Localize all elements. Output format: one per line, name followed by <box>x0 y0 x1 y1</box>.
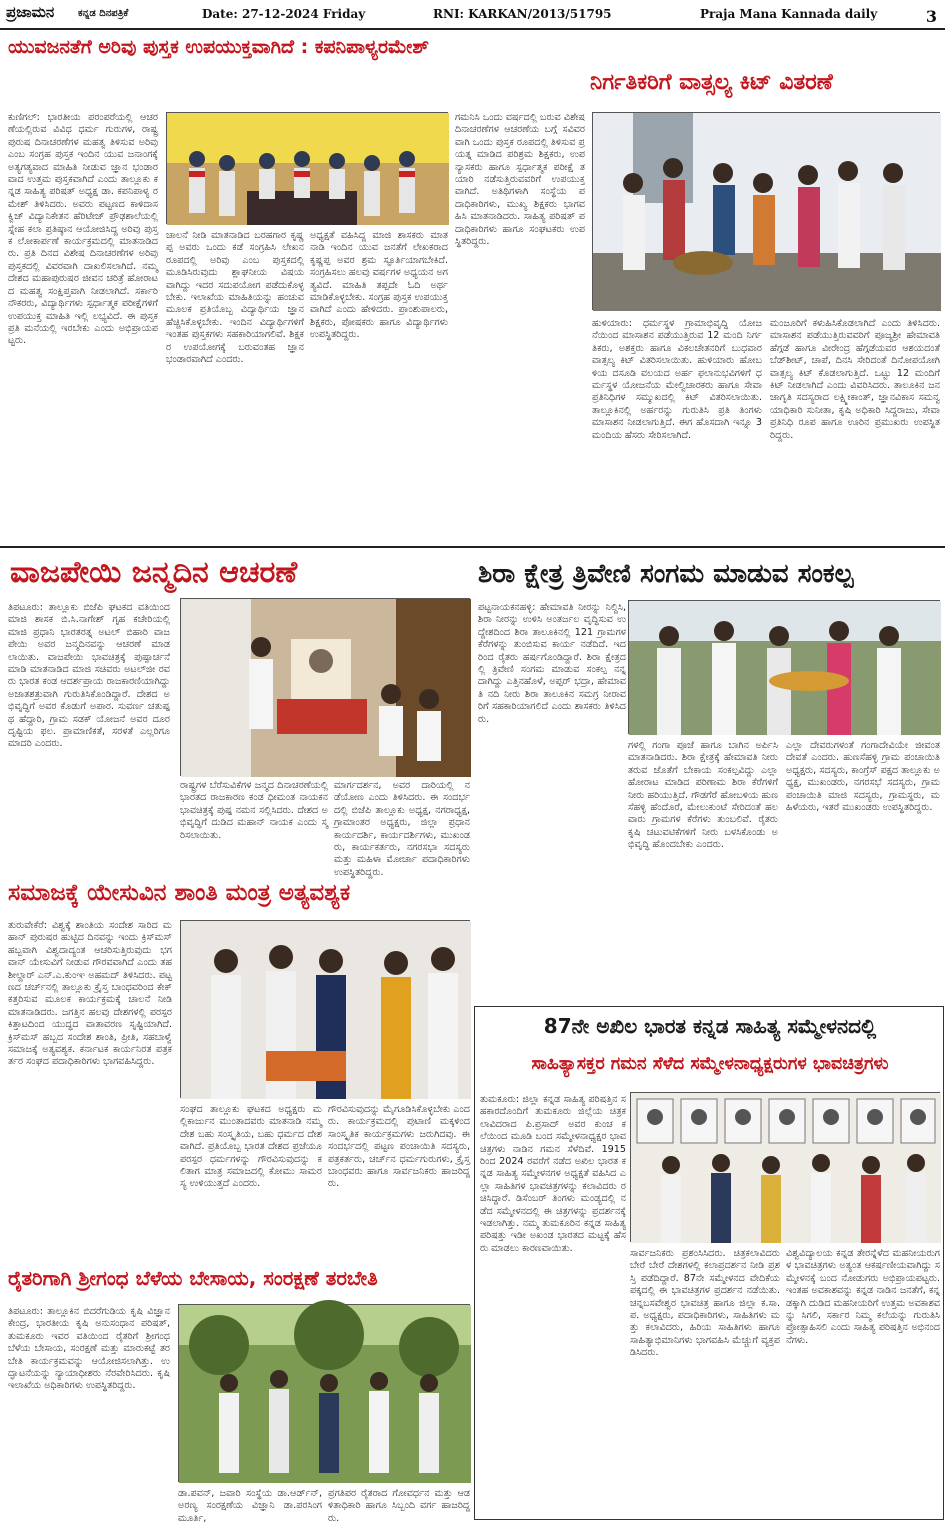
photo-portrait-graphic <box>631 1093 941 1243</box>
article-kit-col1: ಹುಳಿಯಾರು: ಧರ್ಮಸ್ಥಳ ಗ್ರಾಮಾಭಿವೃದ್ಧಿ ಯೋಜನೆಯಿಂದ ಮಾಸಾಶನ ಪಡೆಯುತ್ತಿರುವ 12 ಮಂದಿ ನಿರ್ಗತಿಕರು, ಅಶಕ್ತರು ಹಾಗೂ ವಿಕಲಚೇತನರಿಗೆ ಬುಧವಾರ ವಾತ್ಸಲ್ಯ ಕಿಟ್ ವಿತರಿಸಲಾಯಿತು. ಹುಳಿಯಾರು ಹೋಬಳಿಯ ದಸೂಡಿ ವಲಯದ ಅರ್ಹ ಫಲಾನುಭವಿಗಳಿಗೆ ಧರ್ಮಸ್ಥಳ ಯೋಜನೆಯ ಮೇಲ್ವಿಚಾರಕರು ಹಾಗೂ ಸೇವಾ ಪ್ರತಿನಿಧಿಗಳ ಸಮ್ಮುಖದಲ್ಲಿ ಕಿಟ್ ವಿತರಿಸಲಾಯಿತು. ತಾಲ್ಲೂಕಿನಲ್ಲಿ ಅರ್ಹರನ್ನು ಗುರುತಿಸಿ ಪ್ರತಿ ತಿಂಗಳು ಮಾಸಾಶನ ನೀಡಲಾಗುತ್ತಿದೆ. ಈಗ ಹೊಸದಾಗಿ ಇನ್ನೂ 3 ಮಂದಿಯ ಹೆಸರು ಸೇರಿಸಲಾಗಿದೆ. <box>592 318 762 441</box>
article-books-col4: ಗಮನಿಸಿ ಒಂದು ವರ್ಷದಲ್ಲಿ ಬರುವ ವಿಶೇಷ ದಿನಾಚರಣೆಗಳ ಆಚರಣೆಯ ಬಗ್ಗೆ ಸವಿವರವಾಗಿ ಒಂದು ಪುಸ್ತಕ ರೂಪದಲ್ಲಿ ತಿಳಿಸುವ ಪ್ರಯತ್ನ ಮಾಡಿದ ಪರಿಶ್ರಮ ಶಿಕ್ಷಕರು, ಉಪನ್ಯಾಸಕರು ಹಾಗೂ ಸ್ಪರ್ಧಾತ್ಮಕ ಪರೀಕ್ಷೆ ತಯಾರಿ ನಡೆಸುತ್ತಿರುವವರಿಗೆ ಉಪಯುಕ್ತವಾಗಿದೆ. ಅತಿಥಿಗಳಾಗಿ ಸಂಸ್ಥೆಯ ಪದಾಧಿಕಾರಿಗಳು, ಮುಖ್ಯ ಶಿಕ್ಷಕರು ಭಾಗವಹಿಸಿ ಮಾತನಾಡಿದರು. ಸಾಹಿತ್ಯ ಪರಿಷತ್ ಪದಾಧಿಕಾರಿಗಳು ಹಾಗೂ ಸಂಘಟಕರು ಉಪಸ್ಥಿತರಿದ್ದರು. <box>455 112 586 248</box>
article-sandalwood-col3: ಪ್ರಗತಿಪರ ರೈತರಾದ ಗೋವರ್ಧನ ಮತ್ತು ಆಡಳಿತಾಧಿಕಾರಿ ಹಾಗೂ ಸಿಬ್ಬಂದಿ ವರ್ಗ ಹಾಜರಿದ್ದರು. <box>328 1488 470 1524</box>
article-jesus-col2: ಸಂಘದ ತಾಲ್ಲೂಕು ಘಟಕದ ಅಧ್ಯಕ್ಷರು ಮಲ್ಲಿಕಾರ್ಜುನ ಮುಂತಾದವರು ಮಾತನಾಡಿ ನಮ್ಮ ದೇಶ ಬಹು ಸಂಸ್ಕೃತಿಯ, ಬಹು ಧರ್ಮದ ದೇಶವಾಗಿದೆ. ಪ್ರತಿಯೊಬ್ಬ ಭಾರತ ದೇಶದ ಪ್ರಜೆಯೂ ಪರಸ್ಪರ ಧರ್ಮಗಳನ್ನು ಗೌರವಿಸುವುದನ್ನು ಕಲಿತಾಗ ಮಾತ್ರ ಸಮಾಜದಲ್ಲಿ ಕೋಮು ಸಾಮರಸ್ಯ ಉಳಿಯುತ್ತದೆ ಎಂದರು. <box>180 1104 322 1190</box>
headline-sammelana: ಸಾಹಿತ್ಯಾಸಕ್ತರ ಗಮನ ಸೆಳೆದ ಸಮ್ಮೇಳನಾಧ್ಯಕ್ಷರುಗಳ ಭಾವಚಿತ್ರಗಳು <box>531 1054 889 1074</box>
headline-sira-triveni: ಶಿರಾ ಕ್ಷೇತ್ರ ತ್ರಿವೇಣಿ ಸಂಗಮ ಮಾಡುವ ಸಂಕಲ್ಪ <box>478 559 854 589</box>
headline-kit-distribution: ನಿರ್ಗತಿಕರಿಗೆ ವಾತ್ಸಲ್ಯ ಕಿಟ್ ವಿತರಣೆ <box>590 70 833 95</box>
paper-logo: ಪ್ರಜಾಮನ <box>6 3 55 21</box>
caption-vajpayee: ರಾಷ್ಟ್ರಗಳ ಬೆರೆಸುವಿಕೆಗಳ ಜನ್ಮದ ದಿನಾಚರಣೆಯಲ್ಲಿ ಭಾರತದ ರಾಜಕಾರಣ ಕಂಡ ಧೀಮಂತ ನಾಯಕನ ಭಾವಚಿತ್ರಕ್ಕೆ ಪುಷ್ಪ ನಮನ ಸಲ್ಲಿಸಿದರು. ದೇಶದ ಅಭಿವೃದ್ಧಿಗೆ ದುಡಿದ ಮಹಾನ್ ನಾಯಕ ಎಂದು ಸ್ಮರಿಸಲಾಯಿತು. <box>180 780 328 841</box>
article-kit-col2: ಮಂಜೂರಿಗೆ ಕಳುಹಿಸಿಕೊಡಲಾಗಿದೆ ಎಂದು ತಿಳಿಸಿದರು. ಮಾಸಾಶನ ಪಡೆಯುತ್ತಿರುವವರಿಗೆ ಪೂಜ್ಯಶ್ರೀ ಹೇಮಾವತಿ ಹೆಗ್ಗಡೆ ಹಾಗೂ ವೀರೇಂದ್ರ ಹೆಗ್ಗಡೆಯವರ ಆಶಯದಂತೆ ಬೆಡ್‌ಶೀಟ್, ಚಾಪೆ, ದಿನಸಿ ಸೇರಿದಂತೆ ದಿನೋಪಯೋಗಿ ವಾತ್ಸಲ್ಯ ಕಿಟ್ ಕೊಡಲಾಗುತ್ತಿದೆ. ಒಟ್ಟು 12 ಮಂದಿಗೆ ಕಿಟ್ ನೀಡಲಾಗಿದೆ ಎಂದು ವಿವರಿಸಿದರು. ತಾಲೂಕಿನ ಜನಜಾಗೃತಿ ಸದಸ್ಯರಾದ ಲಕ್ಷ್ಮೀಕಾಂತ್, ಜ್ಞಾನವಿಕಾಸ ಸಮನ್ವಯಾಧಿಕಾರಿ ಸುನೀತಾ, ಕೃಷಿ ಅಧಿಕಾರಿ ಸಿದ್ದರಾಜು, ಸೇವಾ ಪ್ರತಿನಿಧಿ ರೂಪ ಹಾಗೂ ಊರಿನ ಪ್ರಮುಖರು ಉಪಸ್ಥಿತರಿದ್ದರು. <box>770 318 940 441</box>
photo-ganga-pooja-graphic <box>629 601 941 735</box>
rni-number: RNI: KARKAN/2013/51795 <box>433 7 612 21</box>
kicker-sammelana: 87ನೇ ಅಖಿಲ ಭಾರತ ಕನ್ನಡ ಸಾಹಿತ್ಯ ಸಮ್ಮೇಳನದಲ್ಲಿ <box>543 1014 877 1038</box>
paper-tagline: ಕನ್ನಡ ದಿನಪತ್ರಿಕೆ <box>78 8 129 19</box>
photo-vajpayee-tribute <box>180 598 470 776</box>
article-vajpayee-col1: ತಿಪಟೂರು: ತಾಲ್ಲೂಕು ಬಿಜೆಪಿ ಘಟಕದ ವತಿಯಿಂದ ಮಾಜಿ ಶಾಸಕ ಬಿ.ಸಿ.ನಾಗೇಶ್ ಗೃಹ ಕಚೇರಿಯಲ್ಲಿ ಮಾಜಿ ಪ್ರಧಾನಿ ಭಾರತರತ್ನ ಅಟಲ್ ಬಿಹಾರಿ ವಾಜಪೇಯಿ ಅವರ ಜನ್ಮದಿನವನ್ನು ಆಚರಣೆ ಮಾಡಲಾಯಿತು. ವಾಜಪೇಯಿ ಭಾವಚಿತ್ರಕ್ಕೆ ಪುಷ್ಪಾರ್ಚನೆ ಮಾಡಿ ಮಾತನಾಡಿದ ಮಾಜಿ ಸಚಿವರು ಅಟಲ್‌ಜೀ ರವರು ಭಾರತ ಕಂಡ ಆದರ್ಶಪ್ರಾಯ ರಾಜಕಾರಣಿಯಾಗಿದ್ದು ಅಜಾತಶತ್ರುವಾಗಿ ಗುರುತಿಸಿಕೊಂಡಿದ್ದಾರೆ. ದೇಶದ ಅಭಿವೃದ್ಧಿಗೆ ಅವರ ಕೊಡುಗೆ ಅಪಾರ. ಸುವರ್ಣ ಚತುಷ್ಪಥ ಹೆದ್ದಾರಿ, ಗ್ರಾಮ ಸಡಕ್ ಯೋಜನೆ ಅವರ ದೂರದೃಷ್ಟಿಯ ಫಲ. ಪ್ರಾಮಾಣಿಕತೆ, ಸರಳತೆ ಎಲ್ಲರಿಗೂ ಮಾದರಿ ಎಂದರು. <box>8 602 170 750</box>
article-books-col2: ಚಾಲನೆ ನೀಡಿ ಮಾತನಾಡಿದ ಬರಹಗಾರ ಕೃಷ್ಣಪ್ಪ ಅವರು ಒಂದು ಕಡೆ ಸಂಗ್ರಹಿಸಿ ಲೇಖನರೂಪದಲ್ಲಿ ಅರಿವು ಎಂಬ ಪುಸ್ತಕದಲ್ಲಿ ಮೂಡಿಸಿರುವುದು ಶ್ಲಾಘನೀಯ ವಿಷಯವಾಗಿದ್ದು ಇದರ ಸದುಪಯೋಗ ಪಡೆದುಕೊಳ್ಳಬೇಕು. ಇಲಾಖೆಯ ಮಾಹಿತಿಯನ್ನು ಹಂಚುವ ಮೂಲಕ ಪ್ರತಿಯೊಬ್ಬ ವಿದ್ಯಾರ್ಥಿಯ ಜ್ಞಾನ ಹೆಚ್ಚಿಸಿಕೊಳ್ಳಬೇಕು. ಇಂದಿನ ವಿದ್ಯಾರ್ಥಿಗಳಿಗೆ ಇಂತಹ ಪುಸ್ತಕಗಳು ಸಹಕಾರಿಯಾಗಲಿವೆ. ಶಿಕ್ಷಕರ ಉಪಯೋಗಕ್ಕೆ ಬರುವಂತಹ ಜ್ಞಾನ ಭಂಡಾರವಾಗಿದೆ ಎಂದರು. <box>166 230 304 366</box>
paper-name-english: Praja Mana Kannada daily <box>700 7 878 21</box>
article-sandalwood-col1: ತಿಪಟೂರು: ತಾಲ್ಲೂಕಿನ ಬಿದರೆಗುಡಿಯ ಕೃಷಿ ವಿಜ್ಞಾನ ಕೇಂದ್ರ, ಭಾರತೀಯ ಕೃಷಿ ಅನುಸಂಧಾನ ಪರಿಷತ್, ತುಮಕೂರು ಇವರ ವತಿಯಿಂದ ರೈತರಿಗೆ ಶ್ರೀಗಂಧ ಬೆಳೆಯ ಬೇಸಾಯ, ಸಂರಕ್ಷಣೆ ಮತ್ತು ಮಾರುಕಟ್ಟೆ ತರಬೇತಿ ಕಾರ್ಯಕ್ರಮವನ್ನು ಆಯೋಜಿಸಲಾಗಿತ್ತು. ಉದ್ಘಾಟನೆಯನ್ನು ನ್ಯಾಯಾಧೀಶರು ನೆರವೇರಿಸಿದರು. ಕೃಷಿ ಇಲಾಖೆಯ ಅಧಿಕಾರಿಗಳು ಉಪಸ್ಥಿತರಿದ್ದರು. <box>8 1306 170 1392</box>
section-divider <box>0 546 945 548</box>
article-jesus-col1: ತುರುವೇಕೆರೆ: ವಿಶ್ವಕ್ಕೆ ಶಾಂತಿಯ ಸಂದೇಶ ಸಾರಿದ ಮಹಾನ್ ಪುರುಷರ ಹುಟ್ಟಿದ ದಿನವನ್ನು ಇಂದು ಕ್ರಿಸ್‌ಮಸ್ ಹಬ್ಬವಾಗಿ ವಿಶ್ವದಾದ್ಯಂತ ಆಚರಿಸುತ್ತಿರುವುದು ಭಗವಾನ್ ಯೇಸುವಿಗೆ ನೀಡುವ ಗೌರವವಾಗಿದೆ ಎಂದು ತಹಶೀಲ್ದಾರ್ ಎನ್.ಎ.ಕುಂಞ ಅಹಮದ್ ತಿಳಿಸಿದರು. ಪಟ್ಟಣದ ಚರ್ಚ್‌ನಲ್ಲಿ ತಾಲ್ಲೂಕು ಕ್ರೈಸ್ತ ಬಾಂಧವರಿಂದ ಕೇಕ್ ಕತ್ತರಿಸುವ ಮೂಲಕ ಕಾರ್ಯಕ್ರಮಕ್ಕೆ ಚಾಲನೆ ನೀಡಿ ಮಾತನಾಡಿದರು. ಜಗತ್ತಿನ ಹಲವು ದೇಶಗಳಲ್ಲಿ ಪರಸ್ಪರ ಕಿತ್ತಾಟದಿಂದ ಯುದ್ಧದ ವಾತಾವರಣ ಸೃಷ್ಟಿಯಾಗಿದೆ. ಕ್ರಿಸ್‌ಮಸ್ ಹಬ್ಬದ ಸಂದೇಶ ಶಾಂತಿ, ಪ್ರೀತಿ, ಸಹಬಾಳ್ವೆ ಸಮಾಜಕ್ಕೆ ಅತ್ಯವಶ್ಯಕ. ಕರ್ನಾಟಕ ಕಾರ್ಯನಿರತ ಪತ್ರಕರ್ತರ ಸಂಘದ ಪದಾಧಿಕಾರಿಗಳು ಭಾಗವಹಿಸಿದ್ದರು. <box>8 920 172 1068</box>
headline-sandalwood: ರೈತರಿಗಾಗಿ ಶ್ರೀಗಂಧ ಬೆಳೆಯ ಬೇಸಾಯ, ಸಂರಕ್ಷಣೆ ತರಬೇತಿ <box>8 1266 378 1290</box>
photo-vajpayee-graphic <box>181 599 471 777</box>
article-sammelana-col1: ತುಮಕೂರು: ಜಿಲ್ಲಾ ಕನ್ನಡ ಸಾಹಿತ್ಯ ಪರಿಷತ್ತಿನ ಸಹಕಾರದೊಂದಿಗೆ ತುಮಕೂರು ಜಿಲ್ಲೆಯ ಚಿತ್ರಕಲಾವಿದರಾದ ಪಿ.ಪ್ರಸಾದ್ ಅವರ ಕುಂಚ ಕಲೆಯಿಂದ ಮೂಡಿ ಬಂದ ಸಮ್ಮೇಳನಾಧ್ಯಕ್ಷರ ಭಾವಚಿತ್ರಗಳು ನಾಡಿನ ಗಮನ ಸೆಳೆದಿವೆ. 1915 ರಿಂದ 2024 ರವರೆಗೆ ನಡೆದ ಅಖಿಲ ಭಾರತ ಕನ್ನಡ ಸಾಹಿತ್ಯ ಸಮ್ಮೇಳನಗಳ ಅಧ್ಯಕ್ಷತೆ ವಹಿಸಿದ ಎಲ್ಲಾ ಸಾಹಿತಿಗಳ ಭಾವಚಿತ್ರಗಳನ್ನು ಕಲಾವಿದರು ರಚಿಸಿದ್ದಾರೆ. ಡಿಸೆಂಬರ್ ತಿಂಗಳು ಮಂಡ್ಯದಲ್ಲಿ ನಡೆದ ಸಮ್ಮೇಳನದಲ್ಲಿ ಈ ಚಿತ್ರಗಳನ್ನು ಪ್ರದರ್ಶನಕ್ಕೆ ಇಡಲಾಗಿತ್ತು. ನಮ್ಮ ತುಮಕೂರಿನ ಕನ್ನಡ ಸಾಹಿತ್ಯ ಪರಿಷತ್ತು ಇಡೀ ಅಖಂಡ ಭಾರತದ ಮಟ್ಟಕ್ಕೆ ಹೆಸರು ಮಾಡಲು ಕಾರಣವಾಯಿತು. <box>480 1094 626 1254</box>
photo-christmas-cake <box>180 920 470 1098</box>
photo-portrait-gallery <box>630 1092 940 1242</box>
page-number: 3 <box>925 7 937 26</box>
masthead <box>0 0 945 30</box>
article-vajpayee-col2: ಮಾರ್ಗದರ್ಶನ, ಅವರ ದಾರಿಯಲ್ಲಿ ನಡೆಯೋಣ ಎಂದು ತಿಳಿಸಿದರು. ಈ ಸಂದರ್ಭದಲ್ಲಿ ಬಿಜೆಪಿ ತಾಲ್ಲೂಕು ಅಧ್ಯಕ್ಷ, ನಗರಾಧ್ಯಕ್ಷ, ಗ್ರಾಮಾಂತರ ಅಧ್ಯಕ್ಷರು, ಜಿಲ್ಲಾ ಪ್ರಧಾನ ಕಾರ್ಯದರ್ಶಿ, ಕಾರ್ಯದರ್ಶಿಗಳು, ಮುಖಂಡರು, ಕಾರ್ಯಕರ್ತರು, ನಗರಸಭಾ ಸದಸ್ಯರು ಮತ್ತು ಮಹಿಳಾ ಮೋರ್ಚಾ ಪದಾಧಿಕಾರಿಗಳು ಉಪಸ್ಥಿತರಿದ್ದರು. <box>334 780 470 878</box>
photo-book-release <box>166 112 448 224</box>
article-jesus-col3: ಗೌರವಿಸುವುದನ್ನು ಮೈಗೂಡಿಸಿಕೊಳ್ಳಬೇಕು ಎಂದರು. ಕಾರ್ಯಕ್ರಮದಲ್ಲಿ ಪುಟಾಣಿ ಮಕ್ಕಳಿಂದ ಸಾಂಸ್ಕೃತಿಕ ಕಾರ್ಯಕ್ರಮಗಳು ಜರುಗಿದವು. ಈ ಸಂದರ್ಭದಲ್ಲಿ ಪಟ್ಟಣ ಪಂಚಾಯಿತಿ ಸದಸ್ಯರು, ಪತ್ರಕರ್ತರು, ಚರ್ಚ್‌ನ ಧರ್ಮಗುರುಗಳು, ಕ್ರೈಸ್ತ ಬಾಂಧವರು ಹಾಗೂ ಸಾರ್ವಜನಿಕರು ಹಾಜರಿದ್ದರು. <box>328 1104 470 1190</box>
article-sandalwood-col2: ಡಾ.ಪವನ್, ಜವಾರಿ ಸಂಸ್ಥೆಯ ಡಾ.ಆರ್ಡ್‌ನ್, ಅರಣ್ಯ ಸಂರಕ್ಷಣೆಯ ವಿಜ್ಞಾನಿ ಡಾ.ಪರಸಿಂಗಮೂರ್ತಿ, <box>178 1488 322 1524</box>
article-sira-col2: ಗಳಲ್ಲಿ ಗಂಗಾ ಪೂಜೆ ಹಾಗೂ ಬಾಗಿನ ಅರ್ಪಿಸಿ ಮಾತನಾಡಿದರು. ಶಿರಾ ಕ್ಷೇತ್ರಕ್ಕೆ ಹೇಮಾವತಿ ನೀರು ತರುವ ಜೊತೆಗೆ ಬೇಕಾಯ ಸಂಕಲ್ಪವಿದ್ದು ಎಲ್ಲಾ ಹೋರಾಟ ಮಾಡಿದ ಪರಿಣಾಮ ಶಿರಾ ಕೆರೆಗಳಿಗೆ ನೀರು ಹರಿಯುತ್ತಿದೆ. ಗೌಡಗೆರೆ ಹೋಬಳಿಯ ಹುಣಸೆಹಳ್ಳಿ ಹೆಂದೊರೆ, ಮೇಲುಕುಂಟೆ ಸೇರಿದಂತೆ ಹಲವಾರು ಗ್ರಾಮಗಳ ಕೆರೆಗಳು ತುಂಬಲಿವೆ. ರೈತರು ಕೃಷಿ ಚಟುವಟಿಕೆಗಳಿಗೆ ನೀರು ಬಳಸಿಕೊಂಡು ಅಭಿವೃದ್ಧಿ ಹೊಂದಬೇಕು ಎಂದರು. <box>628 740 778 851</box>
issue-date: Date: 27-12-2024 Friday <box>202 7 366 21</box>
photo-sandalwood-graphic <box>179 1305 471 1483</box>
article-sira-col3: ಎಲ್ಲಾ ದೇವರುಗಳಂತೆ ಗಂಗಾದೇವಿಯೇ ಜೀವಂತ ದೇವತೆ ಎಂದರು. ಹುಣಸೆಹಳ್ಳಿ ಗ್ರಾಮ ಪಂಚಾಯಿತಿ ಅಧ್ಯಕ್ಷರು, ಸದಸ್ಯರು, ಕಾಂಗ್ರೆಸ್ ಪಕ್ಷದ ತಾಲ್ಲೂಕು ಅಧ್ಯಕ್ಷ, ಮುಖಂಡರು, ನಗರಸಭೆ ಸದಸ್ಯರು, ಗ್ರಾಮ ಪಂಚಾಯಿತಿ ಮಾಜಿ ಸದಸ್ಯರು, ಗ್ರಾಮಸ್ಥರು, ಮಹಿಳೆಯರು, ಇತರೆ ಮುಖಂಡರು ಉಪಸ್ಥಿತರಿದ್ದರು. <box>786 740 940 814</box>
headline-books-useful: ಯುವಜನತೆಗೆ ಅರಿವು ಪುಸ್ತಕ ಉಪಯುಕ್ತವಾಗಿದೆ : ಕಪನಿಪಾಳ್ಯರಮೇಶ್ <box>8 36 429 58</box>
article-sammelana-col2: ಸಾರ್ವಜನಿಕರು ಪ್ರಶಂಸಿಸಿದರು. ಚಿತ್ರಕಲಾವಿದರು ಬೇರೆ ಬೇರೆ ದೇಶಗಳಲ್ಲಿ ಕಲಾಪ್ರದರ್ಶನ ನೀಡಿ ಪ್ರಶಸ್ತಿ ಪಡೆದಿದ್ದಾರೆ. 87ನೇ ಸಮ್ಮೇಳನದ ವೇದಿಕೆಯ ಪಕ್ಕದಲ್ಲಿ ಈ ಭಾವಚಿತ್ರಗಳ ಪ್ರದರ್ಶನ ನಡೆಯಿತು. ಚನ್ನಬಸವೇಶ್ವರ ಭಾವಚಿತ್ರ ಹಾಗೂ ಜಿಲ್ಲಾ ಕ.ಸಾ.ಪ. ಅಧ್ಯಕ್ಷರು, ಪದಾಧಿಕಾರಿಗಳು, ಸಾಹಿತಿಗಳು ಮತ್ತು ಕಲಾವಿದರು, ಹಿರಿಯ ಸಾಹಿತಿಗಳು ಹಾಗೂ ಸಾಹಿತ್ಯಾಭಿಮಾನಿಗಳು ಭಾಗವಹಿಸಿ ಮೆಚ್ಚುಗೆ ವ್ಯಕ್ತಪಡಿಸಿದರು. <box>630 1248 780 1359</box>
article-sira-col1: ಪಟ್ಟನಾಯಕನಹಳ್ಳಿ: ಹೇಮಾವತಿ ನೀರನ್ನು ನಿಲ್ದಿಸಿ, ಶಿರಾ ನೀರನ್ನು ಉಳಿಸಿ ಅಂತರ್ಜಲ ವೃದ್ಧಿಸುವ ಉದ್ದೇಶದಿಂದ ಶಿರಾ ತಾಲೂಕಿನಲ್ಲಿ 121 ಗ್ರಾಮಗಳ ಕೆರೆಗಳನ್ನು ತುಂಬಿಸುವ ಕಾರ್ಯ ನಡೆದಿದೆ. ಇದರಿಂದ ರೈತರು ಹರ್ಷಗೊಂಡಿದ್ದಾರೆ. ಶಿರಾ ಕ್ಷೇತ್ರದಲ್ಲಿ ತ್ರಿವೇಣಿ ಸಂಗಮ ಮಾಡುವ ಸಂಕಲ್ಪ ನನ್ನದಾಗಿದ್ದು ಎತ್ತಿನಹೊಳೆ, ಅಪ್ಪರ್ ಭದ್ರಾ, ಹೇಮಾವತಿ ನದಿ ನೀರು ಶಿರಾ ತಾಲೂಕಿನ ಸಮಗ್ರ ನೀರಾವರಿಗೆ ಸಹಕಾರಿಯಾಗಲಿದೆ ಎಂದು ಶಾಸಕರು ತಿಳಿಸಿದರು. <box>478 602 626 725</box>
photo-book-release-graphic <box>167 113 449 225</box>
article-sammelana-col3: ವಿಶ್ವವಿದ್ಯಾಲಯ ಕನ್ನಡ ತೇರನ್ನೆಳೆದ ಮಹನೀಯರುಗಳ ಭಾವಚಿತ್ರಗಳು ಅತ್ಯಂತ ಆಕರ್ಷಣೀಯವಾಗಿದ್ದು ಸಮ್ಮೇಳನಕ್ಕೆ ಬಂದ ನೋಡುಗರು ಅಭಿಪ್ರಾಯಪಟ್ಟರು. ಇಂತಹ ಅವಕಾಶವನ್ನು ಕನ್ನಡ ನಾಡಿನ ಜನತೆಗೆ, ಕನ್ನಡಕ್ಕಾಗಿ ದುಡಿದ ಮಹನೀಯರಿಗೆ ಉತ್ತಮ ಅವಕಾಶವನ್ನು ಸಿಗಲಿ, ಸರ್ಕಾರ ನಿಮ್ಮ ಕಲೆಯನ್ನು ಗುರುತಿಸಿ ಪ್ರೋತ್ಸಾಹಿಸಲಿ ಎಂದು ಸಾಹಿತ್ಯ ಪರಿಷತ್ತಿನ ಅಭಿನಂದನೆಗಳು. <box>786 1248 940 1346</box>
headline-jesus-peace: ಸಮಾಜಕ್ಕೆ ಯೇಸುವಿನ ಶಾಂತಿ ಮಂತ್ರ ಅತ್ಯವಶ್ಯಕ <box>8 880 351 906</box>
photo-christmas-graphic <box>181 921 471 1099</box>
photo-ganga-pooja <box>628 600 940 734</box>
headline-vajpayee: ವಾಜಪೇಯಿ ಜನ್ಮದಿನ ಆಚರಣೆ <box>10 555 298 590</box>
article-books-col3: ಅಧ್ಯಕ್ಷತೆ ವಹಿಸಿದ್ದ ಮಾಜಿ ಶಾಸಕರು ಮಾತನಾಡಿ ಇಂದಿನ ಯುವ ಜನತೆಗೆ ಲೇಖಕರಾದ ಕೃಷ್ಣಪ್ಪ ಅವರ ಶ್ರಮ ಸ್ಫೂರ್ತಿಯಾಗಬೇಕಿದೆ. ಸಂಗ್ರಹಿಸಲು ಹಲವು ವರ್ಷಗಳ ಅಧ್ಯಯನ ಅಗತ್ಯವಿದೆ. ಮಾಹಿತಿ ತಪ್ಪದೇ ಓದಿ ಅರ್ಥಮಾಡಿಕೊಳ್ಳಬೇಕು. ಸಂಗ್ರಹ ಪುಸ್ತಕ ಉಪಯುಕ್ತವಾಗಿದೆ ಎಂದು ಹೇಳಿದರು. ಪ್ರಾಂಶುಪಾಲರು, ಶಿಕ್ಷಕರು, ಪೋಷಕರು ಹಾಗೂ ವಿದ್ಯಾರ್ಥಿಗಳು ಉಪಸ್ಥಿತರಿದ್ದರು. <box>310 230 448 341</box>
photo-sandalwood-training <box>178 1304 470 1482</box>
photo-kit-distribution-graphic <box>593 113 941 311</box>
article-books-col1: ಕುಣಿಗಲ್: ಭಾರತೀಯ ಪರಂಪರೆಯಲ್ಲಿ ಆಚರಣೆಯಲ್ಲಿರುವ ವಿವಿಧ ಧರ್ಮ ಗುರುಗಳ, ರಾಷ್ಟ್ರಪುರುಷ ದಿನಾಚರಣೆಗಳ ಮಹತ್ವ ತಿಳಿಸುವ ಅರಿವು ಎಂಬ ಸಂಗ್ರಹ ಪುಸ್ತಕ ಇಂದಿನ ಯುವ ಜನಾಂಗಕ್ಕೆ ಅತ್ಯಗತ್ಯವಾದ ಮಾಹಿತಿ ನೀಡುವ ಜ್ಞಾನ ಭಂಡಾರವಾದ ಉತ್ತಮ ಪುಸ್ತಕವಾಗಿದೆ ಎಂದು ತಾಲ್ಲೂಕು ಕನ್ನಡ ಸಾಹಿತ್ಯ ಪರಿಷತ್ ಅಧ್ಯಕ್ಷ ಡಾ. ಕಪನಿಪಾಳ್ಯ ರಮೇಶ್ ತಿಳಿಸಿದರು. ಅವರು ಪಟ್ಟಣದ ಕಾಳಿದಾಸ ಕ್ವಿಜ್ ವಿದ್ಯಾನಿಕೇತನ ಹೆರಿಟೇಜ್ ಪ್ರೌಢಶಾಲೆಯಲ್ಲಿ ಸ್ನೇಹ ಕಲಾ ಪ್ರತಿಷ್ಠಾನ ಆಯೋಜಿಸಿದ್ದ ಅರಿವು ಪುಸ್ತಕ ಲೋಕಾರ್ಪಣೆ ಕಾರ್ಯಕ್ರಮದಲ್ಲಿ ಮಾತನಾಡಿದರು. ಪ್ರತಿ ದಿನದ ವಿಶೇಷ ದಿನಾಚರಣೆಗಳ ಅರಿವು ಪುಸ್ತಕದಲ್ಲಿ ವಿವರವಾಗಿ ದಾಖಲಿಸಲಾಗಿದೆ. ನಮ್ಮ ದೇಶದ ಮಹಾಪುರುಷರ ಜೀವನ ಚರಿತ್ರೆ ಹೋರಾಟದ ಮಹತ್ವ ಸಂಕ್ಷಿಪ್ತವಾಗಿ ನೀಡಲಾಗಿದೆ. ಸರ್ಕಾರಿ ನೌಕರರು, ವಿದ್ಯಾರ್ಥಿಗಳು ಸ್ಪರ್ಧಾತ್ಮಕ ಪರೀಕ್ಷೆಗಳಿಗೆ ಉಪಯುಕ್ತ ಮಾಹಿತಿ ಇಲ್ಲಿ ಲಭ್ಯವಿದೆ. ಈ ಪುಸ್ತಕ ಪ್ರತಿ ಮನೆಯಲ್ಲಿ ಇರಬೇಕು ಎಂದು ಅಭಿಪ್ರಾಯಪಟ್ಟರು. <box>8 112 158 347</box>
photo-kit-distribution <box>592 112 940 310</box>
